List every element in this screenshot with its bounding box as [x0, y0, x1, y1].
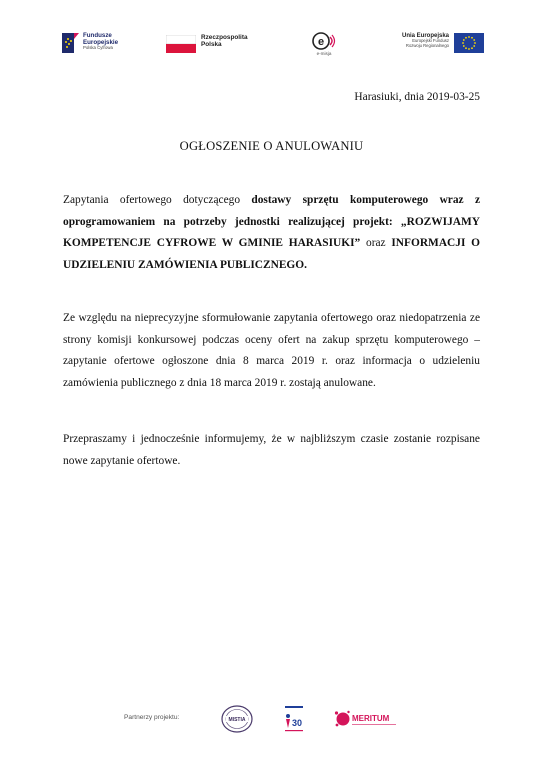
rp-logo-name-2: Polska: [201, 40, 222, 48]
fe-logo-icon: [62, 33, 79, 53]
rp-logo: [166, 32, 256, 56]
partners-label: Partnerzy projektu:: [124, 714, 180, 721]
polish-flag-icon: [166, 35, 196, 53]
meritum-text: MERITUM: [352, 714, 390, 723]
para1-bold-2: INFORMACJI O UDZIELENIU ZAMÓWIENIA PUBLICZNEGO.: [63, 237, 481, 271]
meritum-underline: [352, 724, 396, 725]
mistia-text: MISTIA: [228, 717, 246, 723]
ue-logo: [380, 32, 484, 56]
emisja-logo: [306, 31, 342, 59]
meritum-dots-icon: [334, 709, 350, 729]
page-title: OGŁOSZENIE O ANULOWANIU: [179, 139, 364, 153]
para1-bold-1: dostawy sprzętu komputerowego wraz z oprogramowaniem na potrzeby jednostki realizującej projekt: „ROZWIJAMY KOMPETENCJE CYFROWE W GMINIE HARASIUKI”: [63, 194, 481, 249]
emisja-mark: e: [317, 36, 325, 48]
fe-logo-name-1: Fundusze: [83, 32, 112, 39]
date-line: Harasiuki, dnia 2019-03-25: [354, 91, 480, 103]
para1-text-1: Zapytania ofertowego dotyczącego: [63, 194, 252, 206]
paragraph-reason: Ze względu na nieprecyzyjne sformułowanie zapytania ofertowego oraz niedopatrzenia ze strony komisji konkursowej podczas oceny ofert na zakup sprzętu komputerowego – zapytanie ofertowe ogłoszone dnia 8 marca 2019 r. oraz informacja o udzieleniu zamówienia publicznego z dnia 18 marca 2019 r. zostają anulowane.: [63, 312, 480, 389]
footer-partners: [0, 700, 543, 740]
thirty-logo: [282, 704, 306, 734]
header-logos: [0, 0, 543, 70]
ue-logo-sub-2: Rozwoju Regionalnego: [405, 42, 449, 48]
eu-flag-icon: [454, 33, 484, 53]
para1-text-2: oraz: [360, 237, 392, 249]
paragraph-announcement: [63, 190, 480, 276]
fe-logo-sub: Polska Cyfrowa: [83, 45, 113, 50]
emisja-sub: e-misja: [316, 51, 332, 56]
mistia-logo: [220, 704, 254, 734]
ue-logo-sub-1: Europejski Fundusz: [412, 38, 449, 44]
emisja-icon: [312, 31, 336, 51]
thirty-text: 30: [291, 718, 303, 728]
paragraph-apology: Przepraszamy i jednocześnie informujemy, że w najbliższym czasie zostanie rozpisane nowe zapytanie ofertowe.: [63, 433, 480, 467]
fe-logo-name-2: Europejskie: [83, 38, 119, 46]
meritum-logo: [334, 709, 404, 731]
ue-logo-name: Unia Europejska: [401, 33, 449, 39]
fe-logo: [62, 32, 142, 56]
rp-logo-name-1: Rzeczpospolita: [201, 34, 248, 41]
